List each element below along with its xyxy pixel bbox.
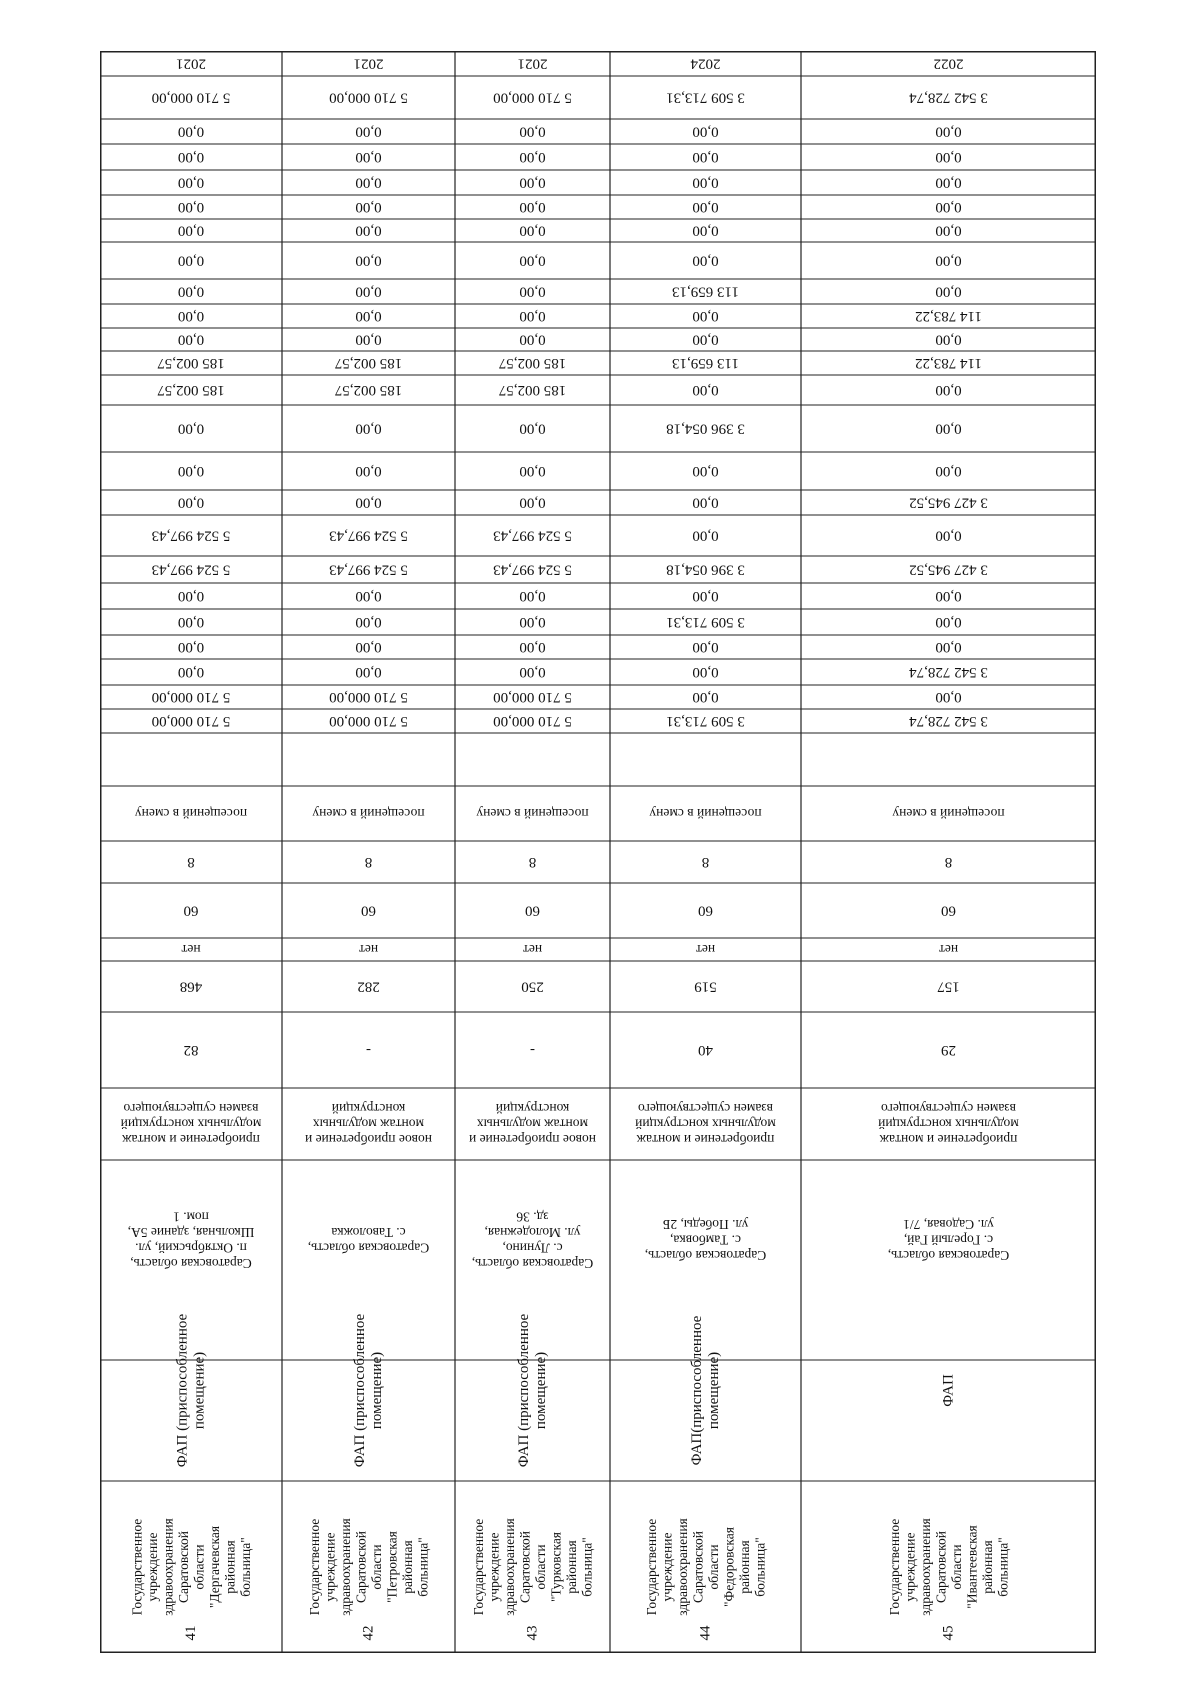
cell-value: 0,00 xyxy=(692,689,719,705)
cell-institution: "Федоровская xyxy=(721,1527,737,1607)
cell-institution: районная xyxy=(222,1540,238,1594)
cell-value: 0,00 xyxy=(177,639,205,655)
cell-institution: Государственное xyxy=(886,1518,902,1616)
cell-action: приобретение и монтаж xyxy=(636,1132,775,1147)
cell-value: 0,00 xyxy=(692,463,719,479)
cell-value: 0,00 xyxy=(935,123,962,140)
cell-value: 3 396 054,18 xyxy=(666,420,745,437)
cell-value: 2024 xyxy=(690,55,721,72)
cell-value: 3 542 728,74 xyxy=(909,713,988,729)
cell-value: 0,00 xyxy=(935,639,962,655)
cell-institution: "Дергачевская xyxy=(206,1525,222,1609)
cell-value: 0,00 xyxy=(355,308,382,324)
cell-action: взамен существующего xyxy=(123,1101,259,1116)
cell-value: 0,00 xyxy=(935,331,962,348)
cell-value: 5 710 000,00 xyxy=(151,689,231,705)
cell-value: 0,00 xyxy=(519,252,546,269)
cell-institution: Саратовской xyxy=(690,1531,706,1603)
cell-address: с. Горелый Гай, xyxy=(903,1232,994,1248)
cell-institution: больница" xyxy=(415,1537,431,1597)
cell-value: 5 710 000,00 xyxy=(329,89,408,106)
cell-capacity: 8 xyxy=(528,854,537,870)
cell-capacity: 8 xyxy=(944,854,953,870)
cell-institution: "Петровская xyxy=(384,1531,400,1603)
cell-action: модульных конструкций xyxy=(878,1116,1019,1132)
cell-value: 0,00 xyxy=(177,252,205,269)
cell-institution: области xyxy=(948,1544,964,1590)
cell-address: ул. Победы, 2Б xyxy=(662,1217,749,1232)
cell-institution: районная xyxy=(399,1540,415,1594)
cell-institution: больница" xyxy=(995,1537,1011,1597)
cell-object-type: помещение) xyxy=(706,1351,722,1430)
row-number: 42 xyxy=(360,1625,377,1641)
cell-institution: "Турковская xyxy=(548,1531,564,1603)
cell-value: 3 509 713,31 xyxy=(666,89,745,106)
cell-value: 0,00 xyxy=(935,527,962,544)
cell-value: 0,00 xyxy=(519,494,546,511)
cell-institution: Государственное xyxy=(129,1518,145,1616)
cell-action: модульных конструкций xyxy=(120,1116,262,1132)
cell-institution: районная xyxy=(563,1540,579,1594)
cell-object-type: ФАП (приспособленное xyxy=(174,1313,191,1468)
cell-address: Школьная, здание 5А, xyxy=(127,1224,255,1240)
cell-object-type: помещение) xyxy=(369,1351,385,1430)
cell-value: 0,00 xyxy=(355,123,382,140)
cell-value: 0,00 xyxy=(355,252,382,269)
cell-institution: учреждение xyxy=(659,1532,675,1602)
cell-value: 0,00 xyxy=(355,494,382,511)
table-svg xyxy=(100,51,1096,1653)
cell-institution: учреждение xyxy=(144,1532,160,1602)
cell-institution: Саратовской xyxy=(517,1531,533,1603)
cell-flag: нет xyxy=(938,942,959,957)
cell-object-type: помещение) xyxy=(533,1351,549,1430)
cell-unit: посещений в смену xyxy=(134,806,248,821)
cell-value: 0,00 xyxy=(177,494,205,511)
cell-year-built: - xyxy=(530,1042,535,1058)
cell-value: 0,00 xyxy=(692,664,719,680)
cell-population: 468 xyxy=(179,978,203,995)
cell-value: 0,00 xyxy=(519,588,546,604)
cell-value: 0,00 xyxy=(935,174,962,191)
cell-address: пом. 1 xyxy=(173,1209,209,1225)
cell-value: 2021 xyxy=(176,55,206,72)
cell-action: взамен существующего xyxy=(880,1101,1017,1116)
cell-value: 0,00 xyxy=(692,252,719,269)
cell-value: 0,00 xyxy=(355,222,382,239)
cell-address: с. Таволожка xyxy=(331,1224,406,1240)
cell-value: 0,00 xyxy=(177,283,205,300)
cell-value: 0,00 xyxy=(935,588,962,604)
cell-institution: районная xyxy=(736,1540,752,1594)
cell-value: 0,00 xyxy=(355,174,382,191)
cell-value: 114 783,22 xyxy=(915,308,982,324)
cell-value: 5 710 000,00 xyxy=(151,89,231,106)
cell-institution: Саратовской xyxy=(353,1531,369,1603)
cell-value: 5 710 000,00 xyxy=(493,89,572,106)
cell-address: с. Тамбовка, xyxy=(670,1232,741,1248)
cell-value: 0,00 xyxy=(935,463,962,479)
cell-value: 185 002,57 xyxy=(498,382,567,398)
cell-value: 2022 xyxy=(933,55,964,72)
cell-value: 0,00 xyxy=(519,199,546,215)
cell-value: 5 524 997,43 xyxy=(151,527,231,544)
cell-value: 0,00 xyxy=(692,199,719,215)
row-number: 44 xyxy=(697,1625,714,1641)
cell-value: 3 427 945,52 xyxy=(909,494,988,511)
cell-value: 0,00 xyxy=(355,420,382,437)
cell-institution: Государственное xyxy=(470,1518,486,1616)
cell-action: монтаж модульных xyxy=(476,1116,589,1132)
cell-value: 5 710 000,00 xyxy=(151,713,231,729)
cell-value: 0,00 xyxy=(519,331,546,348)
cell-value: 2021 xyxy=(517,55,548,72)
cell-address: Саратовская область, xyxy=(887,1248,1010,1263)
cell-object-type: ФАП (приспособленное xyxy=(352,1313,368,1468)
cell-value: 0,00 xyxy=(935,252,962,269)
cell-value: 0,00 xyxy=(692,174,719,191)
cell-population: 519 xyxy=(694,978,717,995)
cell-object-type: ФАП(приспособленное xyxy=(689,1315,705,1466)
cell-institution: здравоохранения xyxy=(160,1518,176,1616)
cell-value: 0,00 xyxy=(519,639,546,655)
cell-capacity: 8 xyxy=(364,854,373,870)
cell-value: 3 509 713,31 xyxy=(666,713,745,729)
cell-area: 60 xyxy=(941,902,956,919)
cell-area: 60 xyxy=(525,902,540,919)
cell-value: 0,00 xyxy=(519,614,546,630)
cell-value: 113 659,13 xyxy=(672,283,739,300)
cell-flag: нет xyxy=(358,942,379,957)
cell-year-built: 40 xyxy=(698,1042,713,1058)
cell-value: 5 524 997,43 xyxy=(329,561,408,578)
cell-value: 0,00 xyxy=(692,494,719,511)
cell-institution: области xyxy=(368,1544,384,1590)
cell-value: 0,00 xyxy=(355,588,382,604)
cell-area: 60 xyxy=(183,902,199,919)
cell-action: приобретение и монтаж xyxy=(122,1132,260,1147)
cell-value: 114 783,22 xyxy=(915,355,982,371)
cell-value: 185 002,57 xyxy=(157,382,225,398)
cell-value: 0,00 xyxy=(177,331,205,348)
cell-value: 5 710 000,00 xyxy=(329,713,408,729)
cell-value: 0,00 xyxy=(935,222,962,239)
cell-institution: здравоохранения xyxy=(501,1518,517,1616)
cell-object-type: ФАП (приспособленное xyxy=(516,1313,532,1468)
cell-value: 0,00 xyxy=(692,527,719,544)
cell-value: 0,00 xyxy=(692,123,719,140)
cell-population: 250 xyxy=(521,978,544,995)
cell-value: 0,00 xyxy=(519,174,546,191)
cell-value: 185 002,57 xyxy=(498,355,567,371)
cell-institution: Саратовской xyxy=(933,1531,949,1603)
cell-value: 0,00 xyxy=(519,123,546,140)
cell-institution: больница" xyxy=(237,1537,253,1597)
cell-value: 0,00 xyxy=(692,331,719,348)
cell-capacity: 8 xyxy=(187,854,195,870)
cell-value: 185 002,57 xyxy=(157,355,225,371)
cell-year-built: 82 xyxy=(183,1042,199,1058)
cell-action: новое приобретение и xyxy=(304,1132,433,1147)
cell-flag: нет xyxy=(695,942,716,957)
cell-flag: нет xyxy=(522,942,543,957)
cell-value: 3 509 713,31 xyxy=(666,614,745,630)
cell-institution: здравоохранения xyxy=(674,1518,690,1616)
cell-value: 5 524 997,43 xyxy=(493,561,572,578)
cell-value: 0,00 xyxy=(935,283,962,300)
cell-value: 0,00 xyxy=(177,222,205,239)
cell-value: 0,00 xyxy=(519,149,546,165)
cell-capacity: 8 xyxy=(701,854,710,870)
cell-value: 5 524 997,43 xyxy=(493,527,572,544)
cell-flag: нет xyxy=(181,942,201,957)
cell-address: Саратовская область, xyxy=(130,1255,252,1271)
cell-value: 0,00 xyxy=(519,222,546,239)
cell-address: с. Лунино, xyxy=(502,1240,563,1256)
cell-value: 0,00 xyxy=(177,308,205,324)
cell-address: ул. Садовая, 7/1 xyxy=(903,1217,994,1232)
cell-value: 0,00 xyxy=(692,639,719,655)
cell-value: 5 710 000,00 xyxy=(493,689,572,705)
cell-value: 0,00 xyxy=(692,149,719,165)
cell-address: зд. 36 xyxy=(516,1209,549,1225)
cell-value: 0,00 xyxy=(177,174,205,191)
cell-value: 5 524 997,43 xyxy=(151,561,231,578)
cell-value: 0,00 xyxy=(355,199,382,215)
cell-value: 0,00 xyxy=(935,199,962,215)
cell-value: 3 542 728,74 xyxy=(909,89,988,106)
cell-value: 0,00 xyxy=(519,308,546,324)
cell-address: п. Октябрьский, ул. xyxy=(135,1240,247,1256)
cell-object-type: ФАП xyxy=(940,1374,957,1407)
cell-unit: посещений в смену xyxy=(476,806,589,821)
rotated-table xyxy=(100,51,1096,1653)
cell-action: новое приобретение и xyxy=(468,1132,597,1147)
cell-area: 60 xyxy=(698,902,713,919)
cell-value: 5 524 997,43 xyxy=(329,527,408,544)
cell-value: 0,00 xyxy=(519,283,546,300)
cell-value: 2021 xyxy=(353,55,384,72)
cell-unit: посещений в смену xyxy=(649,806,762,821)
cell-action: взамен существующего xyxy=(637,1101,774,1116)
cell-value: 185 002,57 xyxy=(334,355,403,371)
cell-value: 0,00 xyxy=(935,420,962,437)
cell-value: 0,00 xyxy=(519,420,546,437)
cell-unit: посещений в смену xyxy=(312,806,425,821)
cell-institution: области xyxy=(532,1544,548,1590)
cell-value: 0,00 xyxy=(355,639,382,655)
cell-year-built: 29 xyxy=(941,1042,956,1058)
cell-institution: учреждение xyxy=(322,1532,338,1602)
cell-year-built: - xyxy=(366,1042,371,1058)
cell-value: 113 659,13 xyxy=(672,355,739,371)
cell-value: 0,00 xyxy=(519,463,546,479)
cell-institution: больница" xyxy=(579,1537,595,1597)
cell-value: 0,00 xyxy=(177,664,205,680)
cell-institution: больница" xyxy=(752,1537,768,1597)
cell-population: 282 xyxy=(357,978,380,995)
cell-institution: области xyxy=(705,1544,721,1590)
cell-value: 3 542 728,74 xyxy=(909,664,988,680)
cell-value: 0,00 xyxy=(355,463,382,479)
cell-value: 0,00 xyxy=(177,199,205,215)
cell-value: 185 002,57 xyxy=(334,382,403,398)
cell-value: 0,00 xyxy=(692,222,719,239)
cell-object-type: помещение) xyxy=(191,1351,208,1430)
cell-institution: Саратовской xyxy=(175,1531,191,1603)
cell-value: 0,00 xyxy=(519,664,546,680)
cell-address: Саратовская область, xyxy=(307,1240,430,1256)
cell-value: 3 396 054,18 xyxy=(666,561,745,578)
cell-institution: учреждение xyxy=(902,1532,918,1602)
cell-action: модульных конструкций xyxy=(635,1116,776,1132)
cell-area: 60 xyxy=(361,902,376,919)
cell-address: Саратовская область, xyxy=(644,1248,767,1263)
cell-value: 5 710 000,00 xyxy=(493,713,572,729)
row-number: 45 xyxy=(940,1625,957,1641)
cell-value: 3 427 945,52 xyxy=(909,561,988,578)
cell-action: приобретение и монтаж xyxy=(879,1132,1018,1147)
cell-unit: посещений в смену xyxy=(892,806,1005,821)
cell-institution: районная xyxy=(979,1540,995,1594)
cell-action: монтаж модульных xyxy=(312,1116,425,1132)
cell-institution: Государственное xyxy=(643,1518,659,1616)
cell-value: 0,00 xyxy=(935,614,962,630)
cell-institution: здравоохранения xyxy=(917,1518,933,1616)
cell-value: 0,00 xyxy=(355,149,382,165)
row-number: 41 xyxy=(183,1625,199,1641)
cell-value: 0,00 xyxy=(177,588,205,604)
cell-value: 0,00 xyxy=(935,382,962,398)
cell-institution: здравоохранения xyxy=(337,1518,353,1616)
cell-population: 157 xyxy=(937,978,960,995)
cell-value: 0,00 xyxy=(177,614,205,630)
cell-value: 0,00 xyxy=(177,463,205,479)
cell-institution: учреждение xyxy=(486,1532,502,1602)
row-number: 43 xyxy=(524,1625,541,1641)
cell-value: 0,00 xyxy=(355,664,382,680)
cell-address: ул. Молодежная, xyxy=(484,1224,581,1240)
cell-institution: "Ивантеевская xyxy=(964,1525,980,1609)
cell-value: 0,00 xyxy=(692,588,719,604)
cell-action: конструкций xyxy=(331,1101,406,1116)
cell-action: конструкций xyxy=(495,1101,570,1116)
cell-value: 0,00 xyxy=(355,331,382,348)
cell-value: 0,00 xyxy=(355,614,382,630)
cell-value: 0,00 xyxy=(935,149,962,165)
cell-value: 0,00 xyxy=(692,382,719,398)
cell-address: Саратовская область, xyxy=(471,1255,594,1271)
cell-value: 0,00 xyxy=(935,689,962,705)
cell-value: 0,00 xyxy=(177,420,205,437)
cell-institution: Государственное xyxy=(306,1518,322,1616)
cell-value: 0,00 xyxy=(177,149,205,165)
cell-value: 0,00 xyxy=(177,123,205,140)
cell-value: 0,00 xyxy=(692,308,719,324)
cell-institution: области xyxy=(191,1544,207,1590)
cell-value: 0,00 xyxy=(355,283,382,300)
cell-value: 5 710 000,00 xyxy=(329,689,408,705)
